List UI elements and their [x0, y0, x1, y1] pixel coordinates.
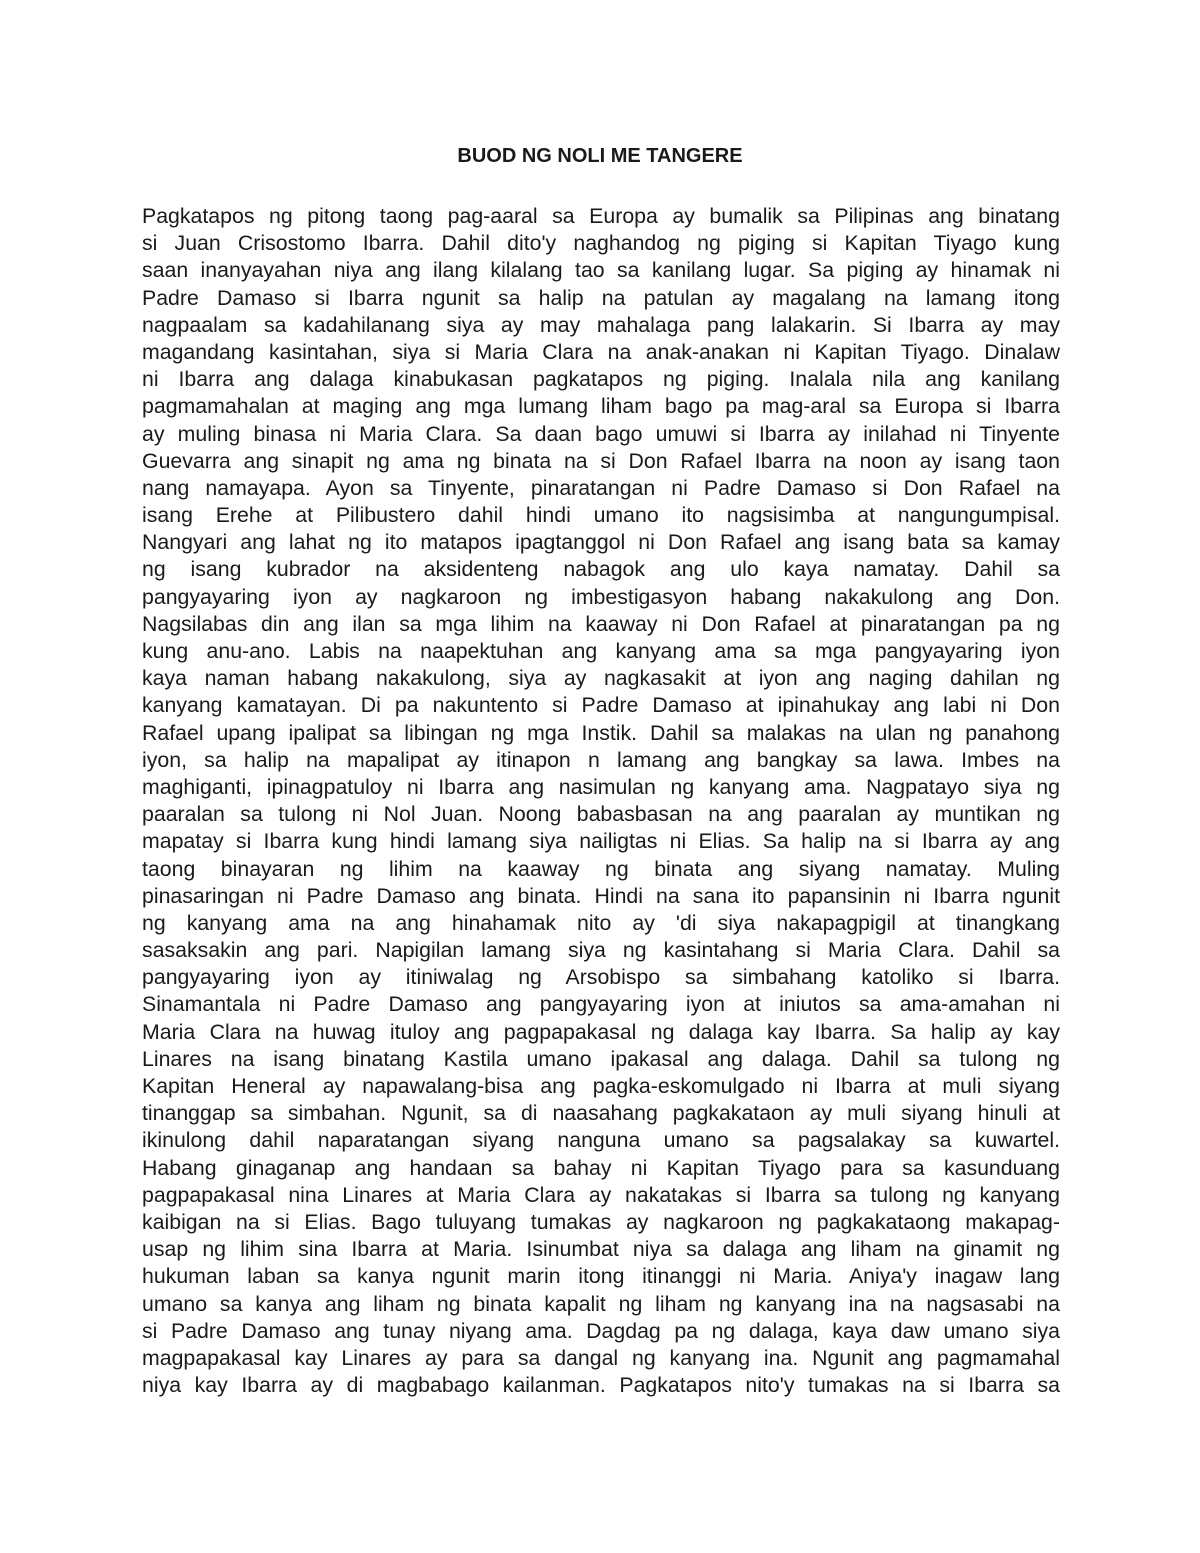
paragraph-line: usap ng lihim sina Ibarra at Maria. Isinumbat niya sa dalaga ang liham na ginamit ng	[142, 1237, 1060, 1262]
paragraph-line: niya kay Ibarra ay di magbabago kailanman. Pagkatapos nito'y tumakas na si Ibarra sa	[142, 1373, 1060, 1398]
paragraph-line: si Padre Damaso ang tunay niyang ama. Dagdag pa ng dalaga, kaya daw umano siya	[142, 1318, 1060, 1343]
paragraph-line: tinanggap sa simbahan. Ngunit, sa di naasahang pagkakataon ay muli siyang hinuli at	[142, 1101, 1060, 1126]
paragraph-line: kanyang kamatayan. Di pa nakuntento si Padre Damaso at ipinahukay ang labi ni Don	[142, 693, 1060, 718]
paragraph-line: Pagkatapos ng pitong taong pag-aaral sa Europa ay bumalik sa Pilipinas ang binatang	[142, 204, 1060, 228]
paragraph-line: magpapakasal kay Linares ay para sa dangal ng kanyang ina. Ngunit ang pagmamahal	[142, 1345, 1060, 1370]
paragraph-line: Kapitan Heneral ay napawalang-bisa ang pagka-eskomulgado ni Ibarra at muli siyang	[142, 1074, 1060, 1098]
paragraph-line: sasaksakin ang pari. Napigilan lamang siya ng kasintahang si Maria Clara. Dahil sa	[142, 938, 1060, 963]
paragraph-line: hukuman laban sa kanya ngunit marin itong itinanggi ni Maria. Aniya'y inagaw lang	[142, 1264, 1060, 1289]
paragraph-line: Maria Clara na huwag ituloy ang pagpapakasal ng dalaga kay Ibarra. Sa halip ay kay	[142, 1019, 1060, 1044]
document-title: BUOD NG NOLI ME TANGERE	[457, 145, 743, 167]
paragraph-line: saan inanyayahan niya ang ilang kilalang tao sa kanilang lugar. Sa piging ay hinamak ni	[142, 258, 1060, 283]
paragraph-line: pinasaringan ni Padre Damaso ang binata. Hindi na sana ito papansinin ni Ibarra ngunit	[142, 883, 1060, 908]
paragraph-line: nang namayapa. Ayon sa Tinyente, pinaratangan ni Padre Damaso si Don Rafael na	[142, 475, 1060, 500]
paragraph-line: maghiganti, ipinagpatuloy ni Ibarra ang nasimulan ng kanyang ama. Nagpatayo siya ng	[142, 774, 1060, 799]
paragraph-line: pangyayaring iyon ay nagkaroon ng imbestigasyon habang nakakulong ang Don.	[142, 584, 1060, 609]
paragraph-line: ni Ibarra ang dalaga kinabukasan pagkatapos ng piging. Inalala nila ang kanilang	[142, 367, 1060, 392]
paragraph-line: isang Erehe at Pilibustero dahil hindi umano ito nagsisimba at nangungumpisal.	[142, 503, 1060, 528]
paragraph-line: Habang ginaganap ang handaan sa bahay ni Kapitan Tiyago para sa kasunduang	[142, 1155, 1060, 1180]
paragraph-line: kaya naman habang nakakulong, siya ay nagkasakit at iyon ang naging dahilan ng	[142, 666, 1060, 691]
paragraph-line: kaibigan na si Elias. Bago tuluyang tumakas ay nagkaroon ng pagkakataong makapag-	[142, 1209, 1060, 1234]
summary-paragraph	[142, 203, 1060, 1399]
paragraph-line: kung anu-ano. Labis na naapektuhan ang kanyang ama sa mga pangyayaring iyon	[142, 639, 1060, 663]
paragraph-line: paaralan sa tulong ni Nol Juan. Noong babasbasan na ang paaralan ay muntikan ng	[142, 802, 1060, 827]
paragraph-line: pagpapakasal nina Linares at Maria Clara ay nakatakas si Ibarra sa tulong ng kanyang	[142, 1182, 1060, 1207]
paragraph-line: taong binayaran ng lihim na kaaway ng binata ang siyang namatay. Muling	[142, 856, 1060, 881]
paragraph-line: Padre Damaso si Ibarra ngunit sa halip na patulan ay magalang na lamang itong	[142, 285, 1060, 310]
paragraph-line: ng kanyang ama na ang hinahamak nito ay 'di siya nakapagpigil at tinangkang	[142, 910, 1060, 935]
paragraph-line: iyon, sa halip na mapalipat ay itinapon n lamang ang bangkay sa lawa. Imbes na	[142, 747, 1060, 772]
paragraph-line: pagmamahalan at maging ang mga lumang liham bago pa mag-aral sa Europa si Ibarra	[142, 394, 1060, 419]
paragraph-line: Nangyari ang lahat ng ito matapos ipagtanggol ni Don Rafael ang isang bata sa kamay	[142, 530, 1060, 555]
paragraph-line: mapatay si Ibarra kung hindi lamang siya nailigtas ni Elias. Sa halip na si Ibarra ay ang	[142, 829, 1060, 854]
paragraph-line: si Juan Crisostomo Ibarra. Dahil dito'y naghandog ng piging si Kapitan Tiyago kung	[142, 231, 1060, 256]
paragraph-line: umano sa kanya ang liham ng binata kapalit ng liham ng kanyang ina na nagsasabi na	[142, 1291, 1060, 1316]
paragraph-line: Guevarra ang sinapit ng ama ng binata na si Don Rafael Ibarra na noon ay isang taon	[142, 448, 1060, 473]
paragraph-line: Nagsilabas din ang ilan sa mga lihim na kaaway ni Don Rafael at pinaratangan pa ng	[142, 611, 1060, 636]
paragraph-line: Linares na isang binatang Kastila umano ipakasal ang dalaga. Dahil sa tulong ng	[142, 1046, 1060, 1071]
paragraph-line: Rafael upang ipalipat sa libingan ng mga Instik. Dahil sa malakas na ulan ng panahong	[142, 720, 1060, 745]
paragraph-line: Sinamantala ni Padre Damaso ang pangyayaring iyon at iniutos sa ama-amahan ni	[142, 992, 1060, 1017]
paragraph-line: magandang kasintahan, siya si Maria Clara na anak-anakan ni Kapitan Tiyago. Dinalaw	[142, 339, 1060, 364]
paragraph-line: ng isang kubrador na aksidenteng nabagok ang ulo kaya namatay. Dahil sa	[142, 557, 1060, 582]
paragraph-line: pangyayaring iyon ay itiniwalag ng Arsobispo sa simbahang katoliko si Ibarra.	[142, 965, 1060, 990]
paragraph-line: ay muling binasa ni Maria Clara. Sa daan bago umuwi si Ibarra ay inilahad ni Tinyente	[142, 421, 1060, 446]
paragraph-line: nagpaalam sa kadahilanang siya ay may mahalaga pang lalakarin. Si Ibarra ay may	[142, 312, 1060, 337]
paragraph-line: ikinulong dahil naparatangan siyang nanguna umano sa pagsalakay sa kuwartel.	[142, 1128, 1060, 1153]
